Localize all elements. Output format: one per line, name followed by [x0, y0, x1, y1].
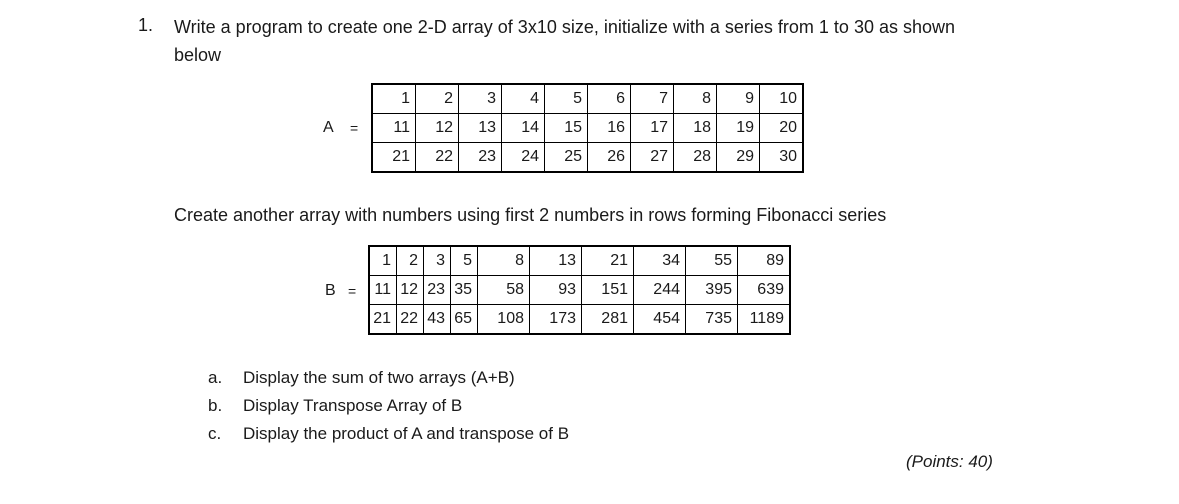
task-a-letter: a.	[208, 368, 223, 387]
matrix-a-table	[371, 83, 804, 173]
matrix-cell: 30	[760, 143, 804, 173]
fibonacci-instruction: Create another array with numbers using first 2 numbers in rows forming Fibonacci series	[174, 205, 887, 225]
matrix-cell: 6	[588, 84, 631, 114]
matrix-cell: 151	[582, 276, 634, 305]
matrix-cell: 8	[674, 84, 717, 114]
matrix-cell: 2	[397, 246, 424, 276]
matrix-cell: 8	[478, 246, 530, 276]
matrix-row	[372, 114, 803, 143]
matrix-cell: 21	[369, 305, 397, 335]
matrix-cell: 34	[634, 246, 686, 276]
task-c-text: Display the product of A and transpose of B	[243, 424, 570, 443]
matrix-cell: 639	[738, 276, 791, 305]
task-a-text: Display the sum of two arrays (A+B)	[243, 368, 515, 387]
matrix-cell: 35	[451, 276, 478, 305]
matrix-cell: 65	[451, 305, 478, 335]
matrix-b-container	[368, 245, 791, 335]
points-label: (Points: 40)	[906, 452, 993, 471]
matrix-cell: 23	[459, 143, 502, 173]
task-c	[208, 422, 569, 446]
matrix-row	[369, 246, 790, 276]
matrix-cell: 244	[634, 276, 686, 305]
matrix-cell: 14	[502, 114, 545, 143]
matrix-a-container	[371, 83, 804, 173]
question-number: 1.	[138, 15, 154, 35]
matrix-cell: 1189	[738, 305, 791, 335]
matrix-cell: 58	[478, 276, 530, 305]
matrix-row	[369, 305, 790, 335]
matrix-cell: 28	[674, 143, 717, 173]
matrix-cell: 19	[717, 114, 760, 143]
matrix-cell: 5	[451, 246, 478, 276]
matrix-cell: 24	[502, 143, 545, 173]
task-b-text: Display Transpose Array of B	[243, 396, 463, 415]
matrix-a-label: A	[323, 119, 334, 136]
matrix-cell: 3	[424, 246, 451, 276]
matrix-cell: 15	[545, 114, 588, 143]
matrix-cell: 18	[674, 114, 717, 143]
matrix-cell: 21	[372, 143, 416, 173]
matrix-row	[372, 143, 803, 173]
matrix-cell: 11	[372, 114, 416, 143]
matrix-b-label: B	[325, 282, 336, 299]
matrix-cell: 173	[530, 305, 582, 335]
matrix-cell: 12	[397, 276, 424, 305]
matrix-b-table	[368, 245, 791, 335]
matrix-cell: 9	[717, 84, 760, 114]
matrix-cell: 11	[369, 276, 397, 305]
matrix-cell: 1	[369, 246, 397, 276]
matrix-cell: 454	[634, 305, 686, 335]
matrix-cell: 4	[502, 84, 545, 114]
matrix-cell: 21	[582, 246, 634, 276]
matrix-cell: 22	[416, 143, 459, 173]
matrix-cell: 1	[372, 84, 416, 114]
matrix-cell: 43	[424, 305, 451, 335]
matrix-cell: 29	[717, 143, 760, 173]
task-b-letter: b.	[208, 396, 223, 415]
task-a	[208, 366, 515, 390]
matrix-cell: 735	[686, 305, 738, 335]
matrix-b-equals: =	[348, 283, 357, 299]
matrix-cell: 20	[760, 114, 804, 143]
matrix-cell: 12	[416, 114, 459, 143]
matrix-cell: 26	[588, 143, 631, 173]
task-b	[208, 394, 462, 418]
matrix-cell: 17	[631, 114, 674, 143]
matrix-cell: 23	[424, 276, 451, 305]
matrix-cell: 7	[631, 84, 674, 114]
matrix-cell: 13	[459, 114, 502, 143]
matrix-cell: 5	[545, 84, 588, 114]
matrix-cell: 27	[631, 143, 674, 173]
matrix-cell: 13	[530, 246, 582, 276]
matrix-cell: 16	[588, 114, 631, 143]
matrix-a-equals: =	[350, 120, 359, 136]
task-c-letter: c.	[208, 424, 222, 443]
matrix-cell: 108	[478, 305, 530, 335]
matrix-row	[369, 276, 790, 305]
matrix-cell: 281	[582, 305, 634, 335]
matrix-cell: 10	[760, 84, 804, 114]
matrix-cell: 55	[686, 246, 738, 276]
matrix-cell: 25	[545, 143, 588, 173]
matrix-cell: 89	[738, 246, 791, 276]
matrix-cell: 395	[686, 276, 738, 305]
question-text: Write a program to create one 2-D array of 3x10 size, initialize with a series from 1 to 30 as shown below	[174, 17, 956, 65]
matrix-cell: 2	[416, 84, 459, 114]
matrix-cell: 3	[459, 84, 502, 114]
matrix-cell: 93	[530, 276, 582, 305]
matrix-cell: 22	[397, 305, 424, 335]
matrix-row	[372, 84, 803, 114]
